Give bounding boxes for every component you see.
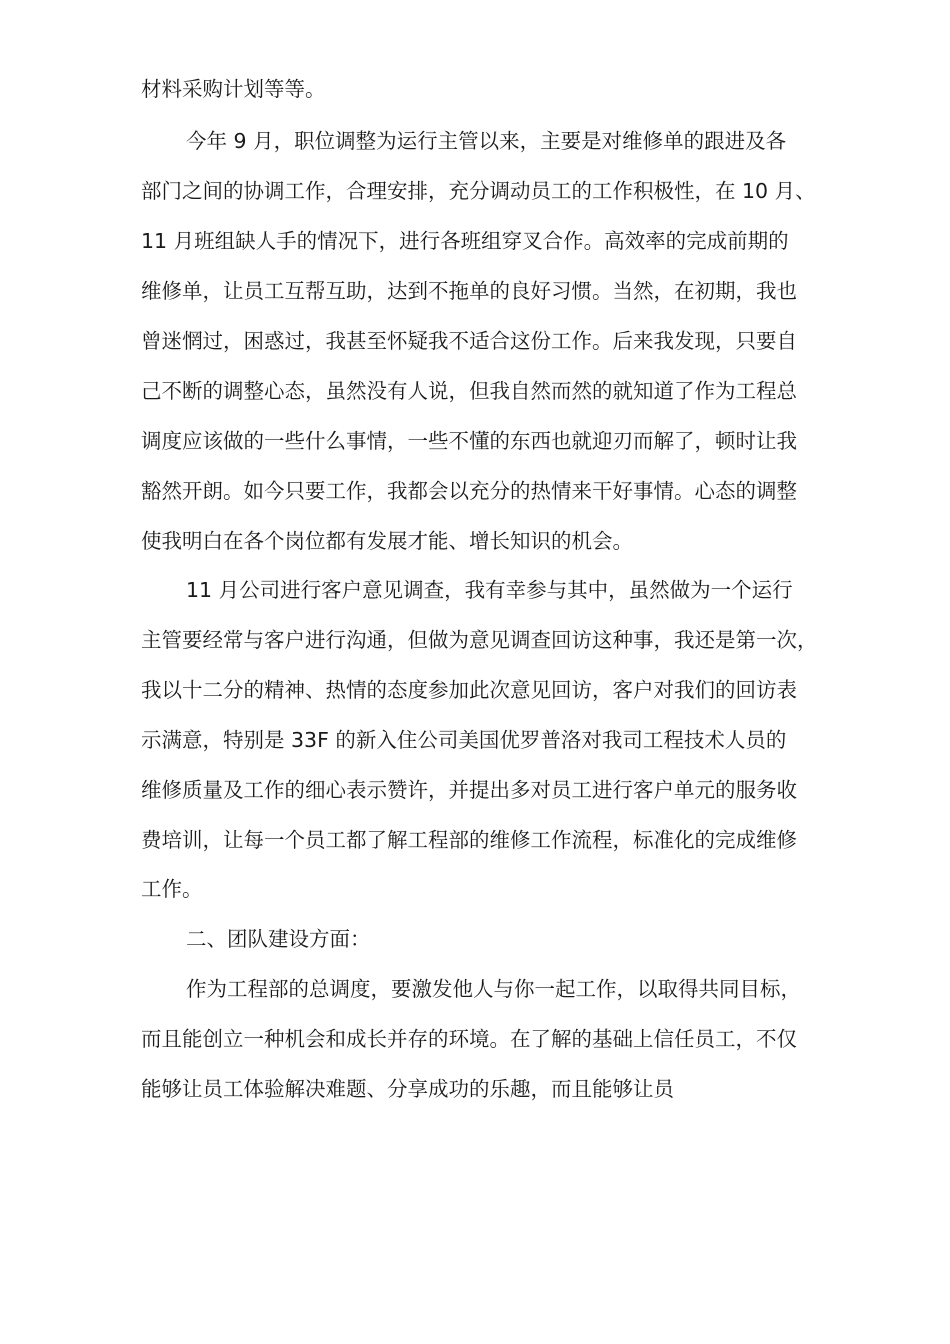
text-line: 我以十二分的精神、热情的态度参加此次意见回访，客户对我们的回访表 — [141, 678, 797, 702]
text-line: 部门之间的协调工作，合理安排，充分调动员工的工作积极性，在 10 月、 — [141, 179, 816, 203]
text-line: 材料采购计划等等。 — [141, 77, 326, 101]
text-line: 工作。 — [141, 877, 203, 901]
paragraph-first-line: 作为工程部的总调度，要激发他人与你一起工作，以取得共同目标， — [186, 977, 801, 1001]
text-line: 能够让员工体验解决难题、分享成功的乐趣，而且能够让员 — [141, 1077, 674, 1101]
text-line: 豁然开朗。如今只要工作，我都会以充分的热情来干好事情。心态的调整 — [141, 479, 797, 503]
text-line: 维修单，让员工互帮互助，达到不拖单的良好习惯。当然，在初期，我也 — [141, 279, 797, 303]
text-line: 11 月班组缺人手的情况下，进行各班组穿叉合作。高效率的完成前期的 — [141, 229, 789, 253]
text-line: 而且能创立一种机会和成长并存的环境。在了解的基础上信任员工，不仅 — [141, 1027, 797, 1051]
text-line: 费培训，让每一个员工都了解工程部的维修工作流程，标准化的完成维修 — [141, 828, 797, 852]
text-line: 调度应该做的一些什么事情，一些不懂的东西也就迎刃而解了，顿时让我 — [141, 429, 797, 453]
text-line: 主管要经常与客户进行沟通，但做为意见调查回访这种事，我还是第一次， — [141, 628, 818, 652]
text-line: 示满意，特别是 33F 的新入住公司美国优罗普洛对我司工程技术人员的 — [141, 728, 787, 752]
text-line: 维修质量及工作的细心表示赞许，并提出多对员工进行客户单元的服务收 — [141, 778, 797, 802]
text-line: 使我明白在各个岗位都有发展才能、增长知识的机会。 — [141, 529, 633, 553]
section-heading: 二、团队建设方面： — [186, 927, 371, 951]
paragraph-first-line: 11 月公司进行客户意见调查，我有幸参与其中，虽然做为一个运行 — [186, 578, 793, 602]
text-line: 己不断的调整心态，虽然没有人说，但我自然而然的就知道了作为工程总 — [141, 379, 797, 403]
paragraph-first-line: 今年 9 月，职位调整为运行主管以来，主要是对维修单的跟进及各 — [186, 129, 787, 153]
text-line: 曾迷惘过，困惑过，我甚至怀疑我不适合这份工作。后来我发现，只要自 — [141, 329, 797, 353]
